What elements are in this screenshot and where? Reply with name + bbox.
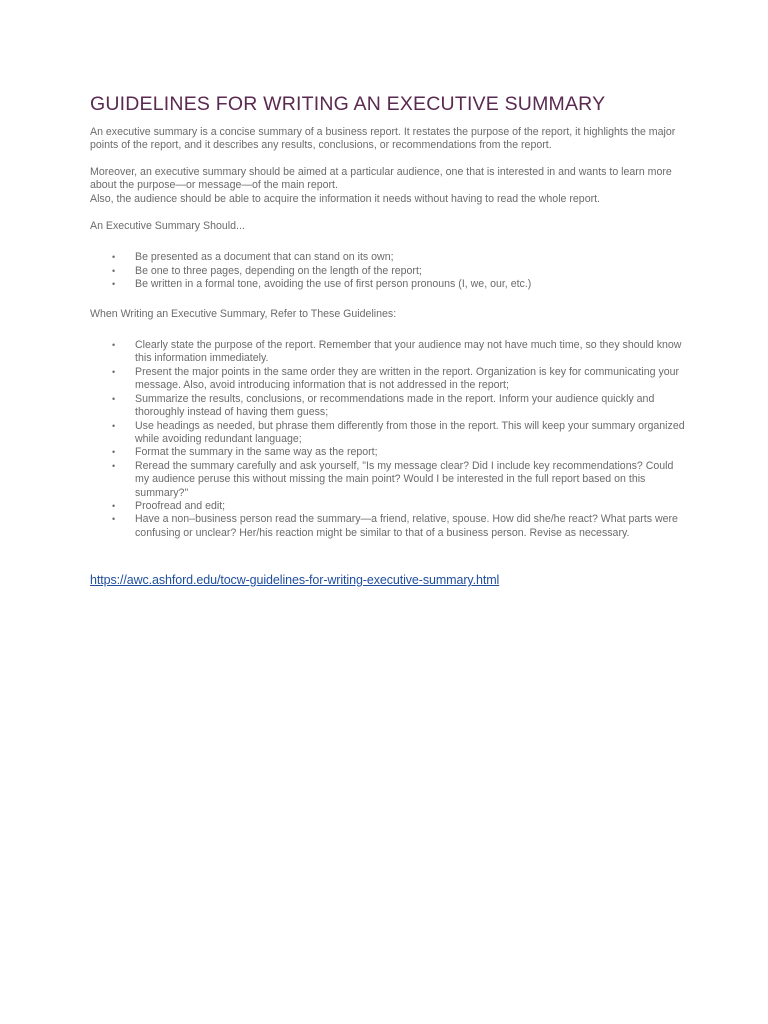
list-item-text: Present the major points in the same order they are written in the report. Organization is key for communicating your message. Also, avoid introducing information that is not addressed in the report;: [135, 365, 680, 392]
guidelines-list: [90, 339, 690, 540]
list-item: [112, 366, 690, 393]
list-item: [112, 265, 690, 278]
bullet-icon: •: [112, 340, 116, 351]
source-link[interactable]: https://awc.ashford.edu/tocw-guidelines-for-writing-executive-summary.html: [90, 573, 500, 588]
list-item-text: Clearly state the purpose of the report. Remember that your audience may not have much time, so they should know this information immediately.: [135, 339, 682, 365]
audience-paragraph-line-1: Moreover, an executive summary should be aimed at a particular audience, one that is interested in and wants to learn more about the purpose—or message—of the main report.: [90, 165, 672, 192]
bullet-icon: •: [112, 500, 116, 511]
bullet-icon: •: [112, 420, 116, 431]
list-item-text: Reread the summary carefully and ask yourself, "Is my message clear? Did I include key recommendations? Could my audience peruse this without missing the main point? Would I be interested in the full report based on this summary?": [135, 459, 674, 499]
list-item: [112, 513, 690, 540]
list-item-text: Summarize the results, conclusions, or recommendations made in the report. Inform your audience quickly and thoroughly instead of having them guess;: [135, 392, 655, 419]
bullet-icon: •: [112, 265, 116, 276]
list-item-text: Be presented as a document that can stand on its own;: [135, 251, 394, 264]
guidelines-heading: When Writing an Executive Summary, Refer to These Guidelines:: [90, 307, 397, 320]
document-title: GUIDELINES FOR WRITING AN EXECUTIVE SUMMARY: [90, 93, 606, 115]
list-item: [112, 251, 690, 264]
bullet-icon: •: [112, 393, 116, 404]
list-item-text: Be written in a formal tone, avoiding the use of first person pronouns (I, we, our, etc.): [135, 278, 532, 291]
list-item: [112, 339, 690, 366]
bullet-icon: •: [112, 366, 116, 377]
list-item: [112, 460, 690, 500]
should-heading: An Executive Summary Should...: [90, 220, 245, 233]
audience-paragraph: [90, 166, 690, 206]
list-item: [112, 420, 690, 447]
bullet-icon: •: [112, 447, 116, 458]
list-item: [112, 278, 690, 291]
bullet-icon: •: [112, 514, 116, 525]
list-item-text: Have a non–business person read the summary—a friend, relative, spouse. How did she/he react? What parts were confusing or unclear? Her/his reaction might be similar to that of a business person. Revise as necessary.: [135, 513, 678, 539]
intro-paragraph: An executive summary is a concise summary of a business report. It restates the purpose of the report, it highlights the major points of the report, and it describes any results, conclusions, or recommendations from the report.: [90, 126, 676, 152]
list-item-text: Proofread and edit;: [135, 499, 226, 512]
list-item-text: Format the summary in the same way as the report;: [135, 446, 378, 459]
list-item: [112, 446, 690, 459]
list-item-text: Be one to three pages, depending on the length of the report;: [135, 264, 422, 277]
list-item: [112, 500, 690, 513]
bullet-icon: •: [112, 279, 116, 290]
audience-paragraph-line-2: Also, the audience should be able to acquire the information it needs without having to read the whole report.: [90, 192, 601, 205]
bullet-icon: •: [112, 252, 116, 263]
document-content: [90, 92, 690, 589]
bullet-icon: •: [112, 460, 116, 471]
list-item: [112, 393, 690, 420]
list-item-text: Use headings as needed, but phrase them differently from those in the report. This will keep your summary organized while avoiding redundant language;: [135, 419, 685, 445]
should-list: [90, 251, 690, 291]
